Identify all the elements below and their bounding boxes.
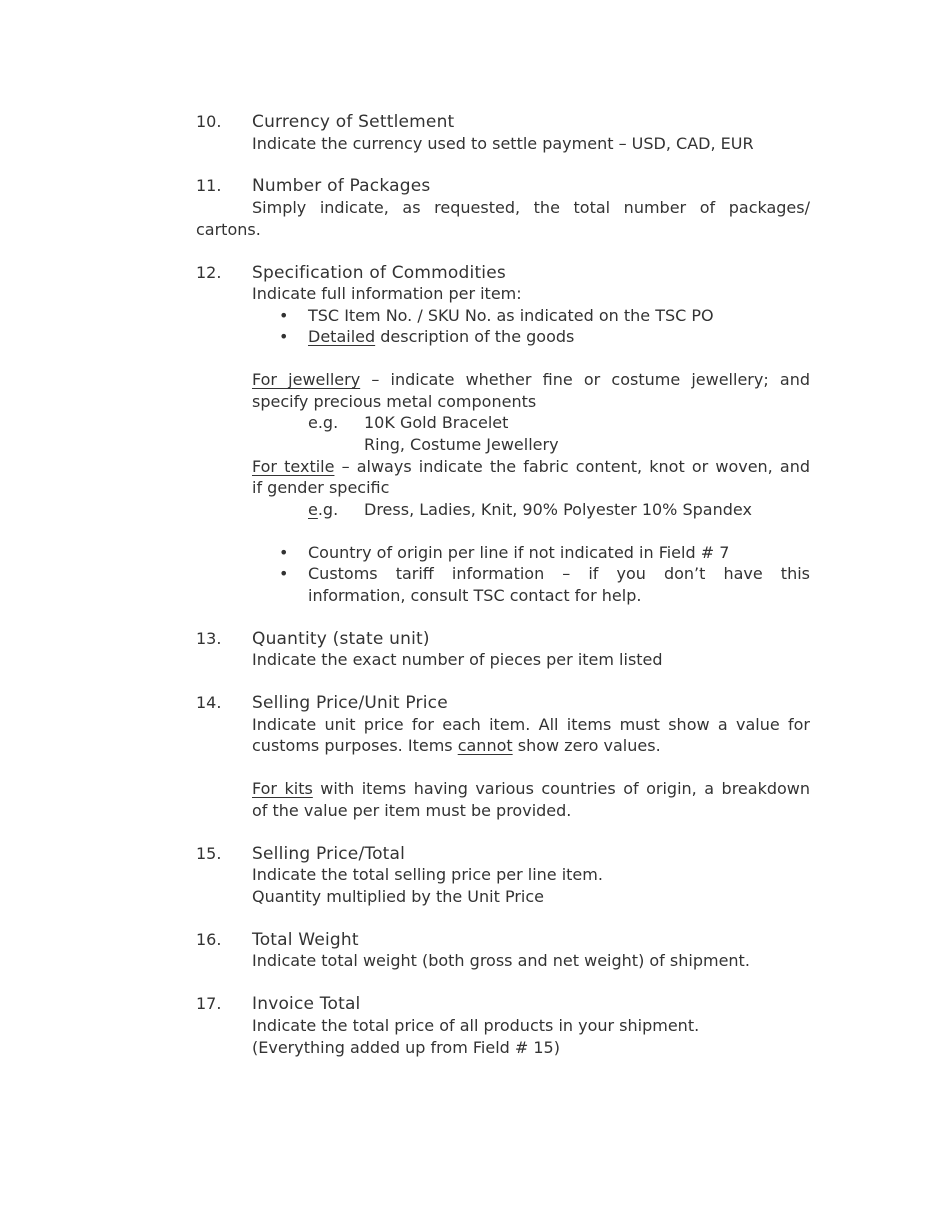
jewellery-text: specify precious metal components	[252, 391, 537, 411]
section-number: 16.	[196, 929, 222, 949]
section-number: 15.	[196, 843, 222, 863]
section-number: 12.	[196, 262, 222, 282]
section-text: Indicate the total selling price per line item.	[252, 865, 603, 885]
section-17	[196, 993, 810, 1058]
section-title: Selling Price/Unit Price	[252, 693, 448, 714]
section-number: 10.	[196, 112, 222, 131]
section-title: Specification of Commodities	[252, 262, 506, 283]
section-number: 17.	[196, 994, 222, 1014]
section-16	[196, 929, 810, 972]
section-11	[196, 175, 810, 240]
section-text: Quantity multiplied by the Unit Price	[252, 887, 544, 906]
section-text: Simply indicate, as requested, the total number of packages/	[252, 198, 810, 218]
section-15	[196, 843, 810, 908]
example-line: e.g. Dress, Ladies, Knit, 90% Polyester 10% Spandex	[308, 499, 752, 519]
section-number: 13.	[196, 628, 222, 648]
bullet-icon: •	[279, 305, 289, 325]
list-item: • Customs tariff information – if you don’t have this	[279, 564, 810, 584]
section-title: Invoice Total	[252, 994, 361, 1015]
section-13	[196, 628, 810, 671]
textile-text: if gender specific	[252, 478, 390, 498]
section-title: Selling Price/Total	[252, 843, 406, 864]
bullet-icon: •	[279, 564, 289, 584]
section-text: (Everything added up from Field # 15)	[252, 1037, 560, 1057]
kits-text: of the value per item must be provided.	[252, 800, 572, 820]
section-10	[196, 111, 810, 154]
example-line: Ring, Costume Jewellery	[364, 435, 559, 455]
section-title: Total Weight	[252, 929, 359, 950]
document-page	[196, 111, 810, 1058]
list-item: • Detailed description of the goods	[279, 327, 575, 347]
bullet-icon: •	[279, 327, 289, 347]
section-text: Indicate the exact number of pieces per item listed	[252, 650, 663, 670]
section-text: Indicate total weight (both gross and net weight) of shipment.	[252, 951, 750, 971]
list-item-continuation: information, consult TSC contact for help.	[308, 585, 642, 605]
list-item: • Country of origin per line if not indicated in Field # 7	[279, 542, 730, 562]
textile-text: For textile – always indicate the fabric content, knot or woven, and	[252, 456, 810, 476]
section-title: Number of Packages	[252, 176, 431, 197]
section-14	[196, 692, 810, 821]
section-number: 11.	[196, 176, 222, 196]
section-text: Indicate unit price for each item. All items must show a value for	[252, 714, 810, 734]
kits-text: For kits with items having various countries of origin, a breakdown	[252, 779, 810, 799]
list-item: • TSC Item No. / SKU No. as indicated on the TSC PO	[279, 305, 714, 325]
section-text: cartons.	[196, 219, 261, 239]
jewellery-text: For jewellery – indicate whether fine or costume jewellery; and	[252, 370, 810, 390]
section-12	[196, 262, 810, 607]
section-title: Quantity (state unit)	[252, 628, 430, 649]
bullet-icon: •	[279, 542, 289, 562]
section-text: customs purposes. Items cannot show zero values.	[252, 736, 661, 756]
section-text: Indicate the total price of all products in your shipment.	[252, 1015, 700, 1035]
section-text: Indicate the currency used to settle payment – USD, CAD, EUR	[252, 133, 754, 153]
section-intro: Indicate full information per item:	[252, 284, 522, 304]
section-title: Currency of Settlement	[252, 112, 455, 132]
example-line: e.g. 10K Gold Bracelet	[308, 413, 509, 433]
section-number: 14.	[196, 693, 222, 713]
